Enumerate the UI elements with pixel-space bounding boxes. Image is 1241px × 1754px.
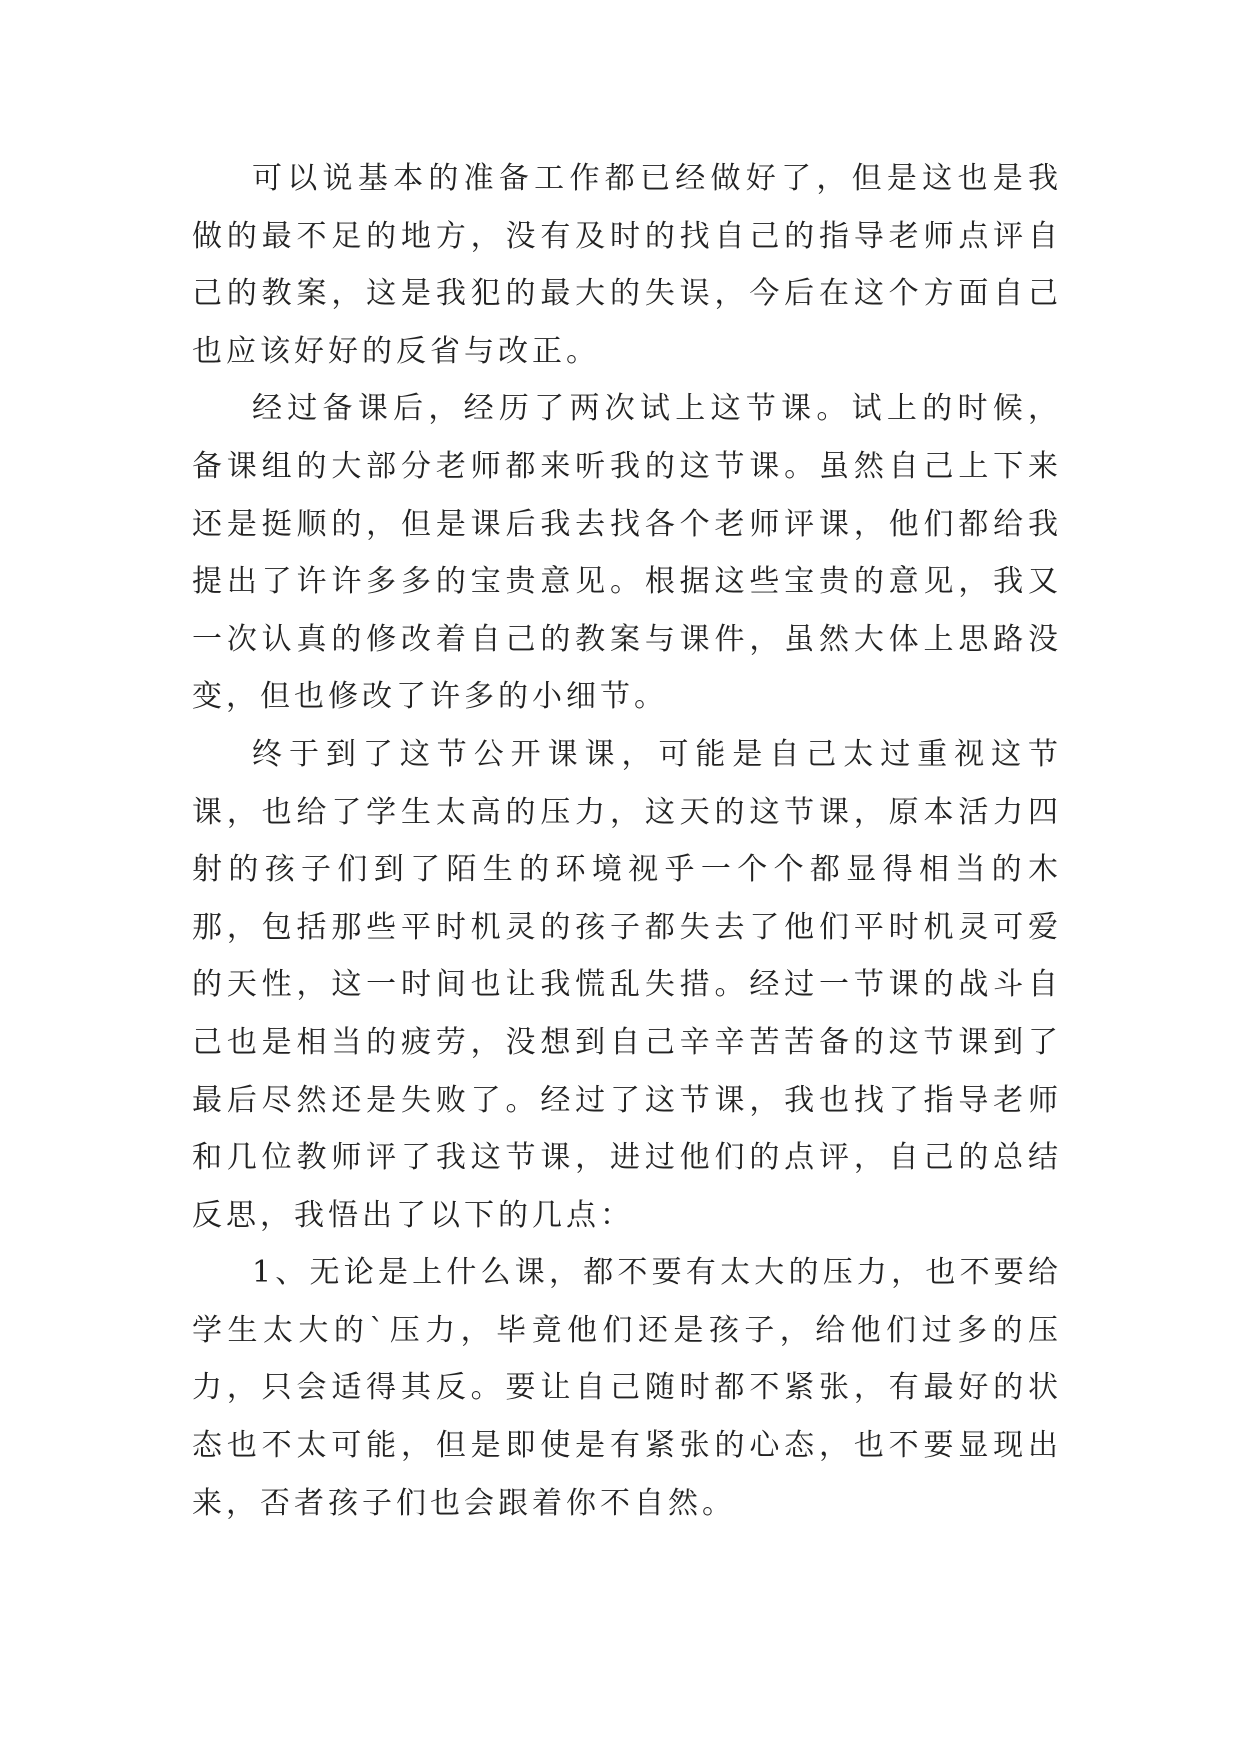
paragraph-3: 终于到了这节公开课课，可能是自己太过重视这节课，也给了学生太高的压力，这天的这节课，原本活力四射的孩子们到了陌生的环境视乎一个个都显得相当的木那，包括那些平时机灵的孩子都失去了他们平时机灵可爱的天性，这一时间也让我慌乱失措。经过一节课的战斗自己也是相当的疲劳，没想到自己辛辛苦苦备的这节课到了最后尽然还是失败了。经过了这节课，我也找了指导老师和几位教师评了我这节课，进过他们的点评，自己的总结反思，我悟出了以下的几点：	[192, 736, 1062, 1233]
paragraph-2: 经过备课后，经历了两次试上这节课。试上的时候，备课组的大部分老师都来听我的这节课。虽然自己上下来还是挺顺的，但是课后我去找各个老师评课，他们都给我提出了许许多多的宝贵意见。根据这些宝贵的意见，我又一次认真的修改着自己的教案与课件，虽然大体上思路没变，但也修改了许多的小细节。	[192, 391, 1062, 715]
paragraph-1: 可以说基本的准备工作都已经做好了，但是这也是我做的最不足的地方，没有及时的找自己的指导老师点评自己的教案，这是我犯的最大的失误，今后在这个方面自己也应该好好的反省与改正。	[192, 161, 1062, 369]
document-body	[192, 150, 1062, 1532]
paragraph-4: 1、无论是上什么课，都不要有太大的压力，也不要给学生太大的`压力，毕竟他们还是孩子，给他们过多的压力，只会适得其反。要让自己随时都不紧张，有最好的状态也不太可能，但是即使是有紧张的心态，也不要显现出来，否者孩子们也会跟着你不自然。	[192, 1255, 1062, 1521]
